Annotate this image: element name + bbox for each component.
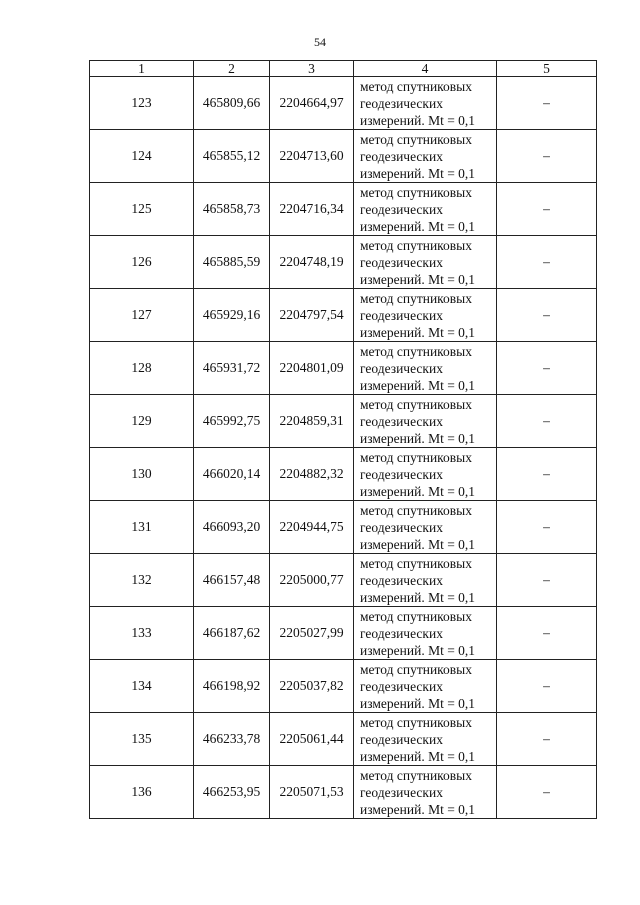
method-line-1: метод спутниковых bbox=[360, 449, 472, 465]
note-cell: – bbox=[497, 448, 597, 501]
point-number-cell: 135 bbox=[90, 713, 194, 766]
method-line-2: геодезических bbox=[360, 625, 443, 641]
x-coordinate-cell: 465929,16 bbox=[194, 289, 270, 342]
table-row bbox=[90, 713, 597, 766]
method-line-1: метод спутниковых bbox=[360, 396, 472, 412]
point-number-cell: 129 bbox=[90, 395, 194, 448]
point-number-cell: 128 bbox=[90, 342, 194, 395]
y-coordinate-cell: 2205061,44 bbox=[270, 713, 354, 766]
method-line-1: метод спутниковых bbox=[360, 661, 472, 677]
method-cell bbox=[354, 77, 497, 130]
table-row bbox=[90, 554, 597, 607]
method-cell bbox=[354, 130, 497, 183]
note-cell: – bbox=[497, 289, 597, 342]
header-row bbox=[90, 61, 597, 77]
column-header-1: 1 bbox=[90, 61, 194, 77]
method-line-1: метод спутниковых bbox=[360, 237, 472, 253]
x-coordinate-cell: 465931,72 bbox=[194, 342, 270, 395]
y-coordinate-cell: 2204716,34 bbox=[270, 183, 354, 236]
point-number-cell: 130 bbox=[90, 448, 194, 501]
x-coordinate-cell: 465809,66 bbox=[194, 77, 270, 130]
note-cell: – bbox=[497, 713, 597, 766]
method-line-3: измерений. Mt = 0,1 bbox=[360, 801, 476, 817]
method-line-1: метод спутниковых bbox=[360, 343, 472, 359]
note-cell: – bbox=[497, 183, 597, 236]
method-line-2: геодезических bbox=[360, 254, 443, 270]
x-coordinate-cell: 466093,20 bbox=[194, 501, 270, 554]
x-coordinate-cell: 466253,95 bbox=[194, 766, 270, 819]
method-line-2: геодезических bbox=[360, 201, 443, 217]
table-row bbox=[90, 448, 597, 501]
note-cell: – bbox=[497, 130, 597, 183]
y-coordinate-cell: 2204797,54 bbox=[270, 289, 354, 342]
method-line-2: геодезических bbox=[360, 307, 443, 323]
method-cell bbox=[354, 766, 497, 819]
method-line-1: метод спутниковых bbox=[360, 78, 472, 94]
table-row bbox=[90, 183, 597, 236]
y-coordinate-cell: 2205071,53 bbox=[270, 766, 354, 819]
method-cell bbox=[354, 236, 497, 289]
method-line-1: метод спутниковых bbox=[360, 555, 472, 571]
y-coordinate-cell: 2204944,75 bbox=[270, 501, 354, 554]
x-coordinate-cell: 465858,73 bbox=[194, 183, 270, 236]
note-cell: – bbox=[497, 236, 597, 289]
method-line-3: измерений. Mt = 0,1 bbox=[360, 483, 476, 499]
x-coordinate-cell: 465992,75 bbox=[194, 395, 270, 448]
method-line-3: измерений. Mt = 0,1 bbox=[360, 589, 476, 605]
method-line-3: измерений. Mt = 0,1 bbox=[360, 377, 476, 393]
y-coordinate-cell: 2204748,19 bbox=[270, 236, 354, 289]
method-line-2: геодезических bbox=[360, 784, 443, 800]
point-number-cell: 131 bbox=[90, 501, 194, 554]
method-cell bbox=[354, 501, 497, 554]
table-row bbox=[90, 607, 597, 660]
note-cell: – bbox=[497, 395, 597, 448]
note-cell: – bbox=[497, 766, 597, 819]
table-row bbox=[90, 289, 597, 342]
table-body bbox=[90, 77, 597, 819]
column-header-3: 3 bbox=[270, 61, 354, 77]
y-coordinate-cell: 2204664,97 bbox=[270, 77, 354, 130]
method-line-2: геодезических bbox=[360, 148, 443, 164]
x-coordinate-cell: 466020,14 bbox=[194, 448, 270, 501]
note-cell: – bbox=[497, 342, 597, 395]
method-line-3: измерений. Mt = 0,1 bbox=[360, 218, 476, 234]
method-line-1: метод спутниковых bbox=[360, 767, 472, 783]
method-line-3: измерений. Mt = 0,1 bbox=[360, 748, 476, 764]
method-line-2: геодезических bbox=[360, 95, 443, 111]
method-cell bbox=[354, 289, 497, 342]
table-row bbox=[90, 77, 597, 130]
method-cell bbox=[354, 554, 497, 607]
x-coordinate-cell: 466157,48 bbox=[194, 554, 270, 607]
table-header bbox=[90, 61, 597, 77]
method-line-2: геодезических bbox=[360, 572, 443, 588]
point-number-cell: 123 bbox=[90, 77, 194, 130]
method-line-1: метод спутниковых bbox=[360, 184, 472, 200]
point-number-cell: 133 bbox=[90, 607, 194, 660]
point-number-cell: 125 bbox=[90, 183, 194, 236]
table-row bbox=[90, 395, 597, 448]
x-coordinate-cell: 466233,78 bbox=[194, 713, 270, 766]
y-coordinate-cell: 2205000,77 bbox=[270, 554, 354, 607]
method-cell bbox=[354, 183, 497, 236]
method-line-2: геодезических bbox=[360, 466, 443, 482]
method-line-3: измерений. Mt = 0,1 bbox=[360, 165, 476, 181]
method-line-1: метод спутниковых bbox=[360, 290, 472, 306]
method-line-3: измерений. Mt = 0,1 bbox=[360, 430, 476, 446]
method-line-1: метод спутниковых bbox=[360, 714, 472, 730]
method-line-3: измерений. Mt = 0,1 bbox=[360, 112, 476, 128]
note-cell: – bbox=[497, 77, 597, 130]
point-number-cell: 132 bbox=[90, 554, 194, 607]
y-coordinate-cell: 2205027,99 bbox=[270, 607, 354, 660]
method-line-1: метод спутниковых bbox=[360, 131, 472, 147]
coordinates-table bbox=[89, 60, 597, 819]
method-cell bbox=[354, 660, 497, 713]
method-line-3: измерений. Mt = 0,1 bbox=[360, 642, 476, 658]
note-cell: – bbox=[497, 607, 597, 660]
method-line-2: геодезических bbox=[360, 678, 443, 694]
point-number-cell: 127 bbox=[90, 289, 194, 342]
method-line-2: геодезических bbox=[360, 360, 443, 376]
table-row bbox=[90, 660, 597, 713]
method-line-2: геодезических bbox=[360, 731, 443, 747]
method-cell bbox=[354, 607, 497, 660]
method-cell bbox=[354, 448, 497, 501]
table-row bbox=[90, 501, 597, 554]
note-cell: – bbox=[497, 501, 597, 554]
x-coordinate-cell: 465885,59 bbox=[194, 236, 270, 289]
y-coordinate-cell: 2205037,82 bbox=[270, 660, 354, 713]
x-coordinate-cell: 465855,12 bbox=[194, 130, 270, 183]
page-number: 54 bbox=[314, 35, 326, 49]
y-coordinate-cell: 2204882,32 bbox=[270, 448, 354, 501]
method-line-2: геодезических bbox=[360, 519, 443, 535]
method-line-3: измерений. Mt = 0,1 bbox=[360, 271, 476, 287]
method-cell bbox=[354, 713, 497, 766]
note-cell: – bbox=[497, 554, 597, 607]
point-number-cell: 134 bbox=[90, 660, 194, 713]
column-header-5: 5 bbox=[497, 61, 597, 77]
table-row bbox=[90, 766, 597, 819]
x-coordinate-cell: 466187,62 bbox=[194, 607, 270, 660]
method-line-3: измерений. Mt = 0,1 bbox=[360, 324, 476, 340]
table-row bbox=[90, 342, 597, 395]
y-coordinate-cell: 2204713,60 bbox=[270, 130, 354, 183]
point-number-cell: 126 bbox=[90, 236, 194, 289]
method-line-3: измерений. Mt = 0,1 bbox=[360, 695, 476, 711]
x-coordinate-cell: 466198,92 bbox=[194, 660, 270, 713]
table-row bbox=[90, 130, 597, 183]
point-number-cell: 136 bbox=[90, 766, 194, 819]
table-row bbox=[90, 236, 597, 289]
note-cell: – bbox=[497, 660, 597, 713]
y-coordinate-cell: 2204859,31 bbox=[270, 395, 354, 448]
point-number-cell: 124 bbox=[90, 130, 194, 183]
method-line-2: геодезических bbox=[360, 413, 443, 429]
method-line-1: метод спутниковых bbox=[360, 502, 472, 518]
y-coordinate-cell: 2204801,09 bbox=[270, 342, 354, 395]
method-cell bbox=[354, 395, 497, 448]
method-line-3: измерений. Mt = 0,1 bbox=[360, 536, 476, 552]
column-header-2: 2 bbox=[194, 61, 270, 77]
method-cell bbox=[354, 342, 497, 395]
column-header-4: 4 bbox=[354, 61, 497, 77]
method-line-1: метод спутниковых bbox=[360, 608, 472, 624]
